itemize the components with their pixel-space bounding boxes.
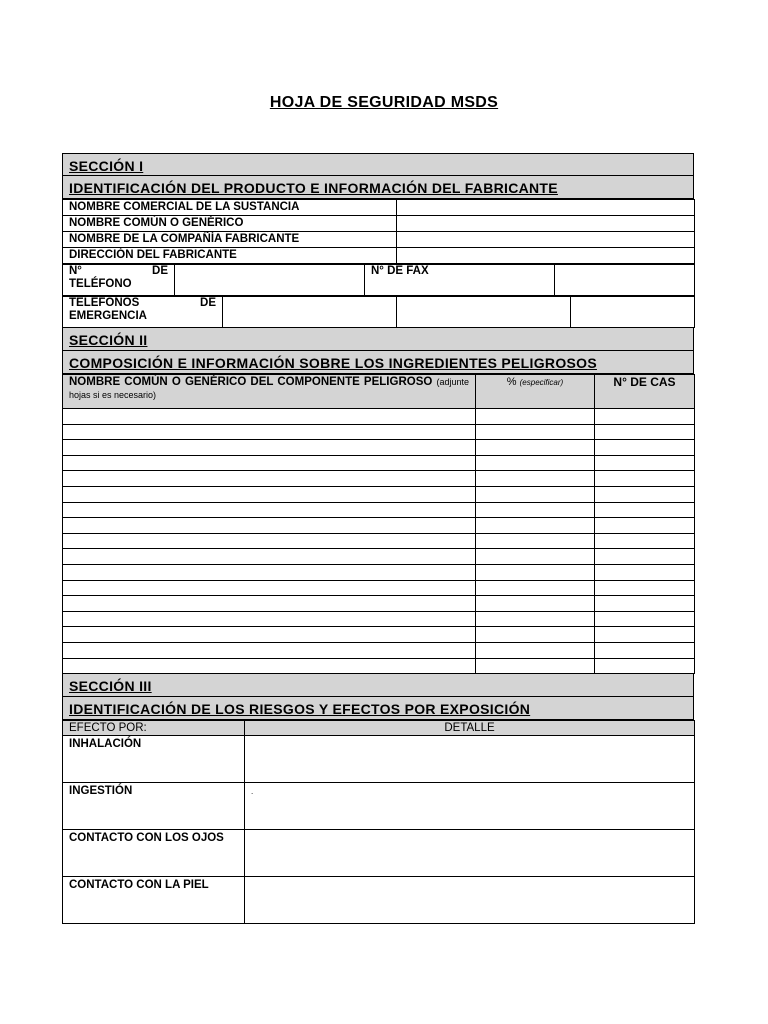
emergency-phone-table [62,296,695,328]
ingredient-cas-cell[interactable] [595,424,695,440]
table-row [63,471,695,487]
ingredient-name-cell[interactable] [63,658,476,674]
exposure-effects-table [62,720,695,924]
effect-detail-ingestion[interactable] [245,783,695,830]
ingredient-name-cell[interactable] [63,564,476,580]
ingredient-cas-cell[interactable] [595,409,695,425]
ingredient-name-cell[interactable] [63,533,476,549]
ingredient-percent-cell[interactable] [476,440,595,456]
effect-detail-inhalation[interactable] [245,736,695,783]
field-label-trade-name: NOMBRE COMERCIAL DE LA SUSTANCIA [63,200,397,216]
table-row [63,596,695,612]
field-label-manufacturer-address: DIRECCIÓN DEL FABRICANTE [63,248,397,264]
ingredient-percent-cell[interactable] [476,658,595,674]
ingredient-cas-cell[interactable] [595,440,695,456]
phone-label: N° DE TELÉFONO [63,265,175,296]
table-row [63,830,695,877]
ingredient-percent-cell[interactable] [476,518,595,534]
ingredient-name-cell[interactable] [63,471,476,487]
section-2-heading: COMPOSICIÓN E INFORMACIÓN SOBRE LOS INGREDIENTES PELIGROSOS [62,351,694,374]
ingredient-cas-cell[interactable] [595,502,695,518]
ingredient-percent-cell[interactable] [476,471,595,487]
ingredient-percent-cell[interactable] [476,486,595,502]
emergency-phone-label: TELÉFONOS DE EMERGENCIA [63,297,223,328]
ingredient-name-cell[interactable] [63,440,476,456]
ingredient-cas-cell[interactable] [595,549,695,565]
table-row [63,533,695,549]
ingredient-name-cell[interactable] [63,424,476,440]
effect-label-ingestion: INGESTIÓN [63,783,245,830]
ingredient-name-cell[interactable] [63,611,476,627]
ingredient-cas-cell[interactable] [595,471,695,487]
ingredient-cas-cell[interactable] [595,486,695,502]
field-value-trade-name[interactable] [397,200,695,216]
table-row [63,549,695,565]
ingredient-cas-cell[interactable] [595,455,695,471]
field-value-manufacturer-address[interactable] [397,248,695,264]
exposure-header-row [63,721,695,736]
field-label-company-name: NOMBRE DE LA COMPAÑÍA FABRICANTE [63,232,397,248]
ingredient-name-cell[interactable] [63,642,476,658]
table-row [63,216,695,232]
ingredient-percent-cell[interactable] [476,642,595,658]
table-row [63,248,695,264]
section-2-label: SECCIÓN II [62,328,694,351]
column-header-effect: EFECTO POR: [63,721,245,736]
ingredient-name-cell[interactable] [63,518,476,534]
ingredient-cas-cell[interactable] [595,533,695,549]
ingredient-name-cell[interactable] [63,580,476,596]
ingredient-name-cell[interactable] [63,486,476,502]
table-row [63,502,695,518]
ingredient-percent-cell[interactable] [476,455,595,471]
ingredient-name-cell[interactable] [63,627,476,643]
table-row [63,518,695,534]
ingredient-percent-cell[interactable] [476,564,595,580]
column-header-percent: % (especificar) [476,375,595,409]
column-header-cas-number: N° DE CAS [595,375,695,409]
section-3-heading: IDENTIFICACIÓN DE LOS RIESGOS Y EFECTOS POR EXPOSICIÓN [62,697,694,720]
table-row [63,265,695,296]
ingredient-percent-cell[interactable] [476,549,595,565]
field-value-company-name[interactable] [397,232,695,248]
table-row [63,877,695,924]
column-header-component: NOMBRE COMÚN O GENÉRICO DEL COMPONENTE PELIGROSO (adjunte hojas si es necesario) [63,375,476,409]
ingredient-percent-cell[interactable] [476,580,595,596]
ingredient-percent-cell[interactable] [476,596,595,612]
section-3-label: SECCIÓN III [62,674,694,697]
table-row [63,486,695,502]
ingredient-percent-cell[interactable] [476,409,595,425]
ingredient-cas-cell[interactable] [595,518,695,534]
ingredients-header-row [63,375,695,409]
ingredient-name-cell[interactable] [63,455,476,471]
table-row [63,611,695,627]
table-row [63,627,695,643]
effect-label-eye-contact: CONTACTO CON LOS OJOS [63,830,245,877]
section-1-heading: IDENTIFICACIÓN DEL PRODUCTO E INFORMACIÓN DEL FABRICANTE [62,176,694,199]
table-row [63,455,695,471]
ingestion-detail-mark: . [251,787,254,797]
effect-detail-eye-contact[interactable] [245,830,695,877]
ingredients-table [62,374,695,674]
effect-label-inhalation: INHALACIÓN [63,736,245,783]
table-row [63,200,695,216]
column-header-detail: DETALLE [245,721,695,736]
effect-label-skin-contact: CONTACTO CON LA PIEL [63,877,245,924]
field-value-common-name[interactable] [397,216,695,232]
table-row [63,409,695,425]
table-row [63,564,695,580]
ingredient-percent-cell[interactable] [476,627,595,643]
document-title: HOJA DE SEGURIDAD MSDS [269,94,499,111]
table-row [63,580,695,596]
fax-value[interactable] [555,265,695,296]
ingredient-percent-cell[interactable] [476,424,595,440]
ingredient-cas-cell[interactable] [595,627,695,643]
ingredient-percent-cell[interactable] [476,502,595,518]
effect-detail-skin-contact[interactable] [245,877,695,924]
ingredient-cas-cell[interactable] [595,580,695,596]
table-row [63,736,695,783]
emergency-phone-value-1[interactable] [223,297,397,328]
ingredient-percent-cell[interactable] [476,533,595,549]
ingredient-cas-cell[interactable] [595,642,695,658]
table-row [63,642,695,658]
ingredient-name-cell[interactable] [63,549,476,565]
table-row [63,440,695,456]
table-row [63,232,695,248]
table-row [63,297,695,328]
ingredient-cas-cell[interactable] [595,564,695,580]
ingredient-name-cell[interactable] [63,502,476,518]
ingredient-name-cell[interactable] [63,409,476,425]
product-identification-table [62,199,695,264]
table-row [63,783,695,830]
ingredient-rows [63,409,695,674]
emergency-phone-value-2[interactable] [397,297,571,328]
table-row [63,658,695,674]
ingredient-cas-cell[interactable] [595,658,695,674]
ingredient-cas-cell[interactable] [595,596,695,612]
table-row [63,424,695,440]
ingredient-percent-cell[interactable] [476,611,595,627]
field-label-common-name: NOMBRE COMÚN O GENÉRICO [63,216,397,232]
phone-fax-table [62,264,695,296]
fax-label: N° DE FAX [365,265,555,296]
msds-form [62,153,694,924]
phone-value[interactable] [175,265,365,296]
emergency-phone-value-3[interactable] [571,297,695,328]
ingredient-cas-cell[interactable] [595,611,695,627]
ingredient-name-cell[interactable] [63,596,476,612]
section-1-label: SECCIÓN I [62,153,694,176]
